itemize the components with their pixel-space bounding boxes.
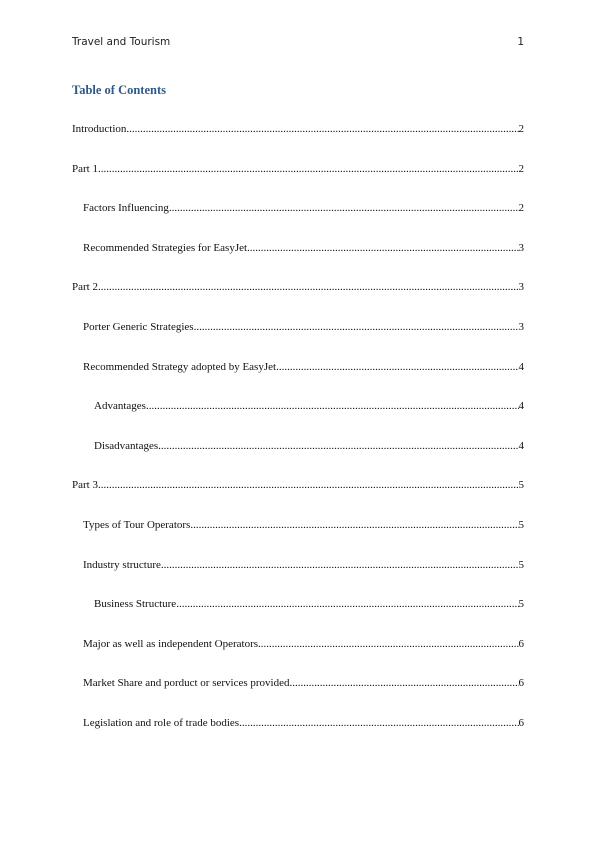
toc-entry-page-number: 5 <box>518 518 524 531</box>
toc-entry-label: Recommended Strategies for EasyJet <box>83 241 248 254</box>
toc-entry-label: Market Share and porduct or services provided <box>83 677 290 690</box>
header-page-number: 1 <box>517 36 524 48</box>
toc-entry[interactable] <box>72 398 524 438</box>
toc-entry-label: Part 3 <box>72 479 98 492</box>
toc-entry[interactable] <box>72 121 524 161</box>
toc-entry-label: Recommended Strategy adopted by EasyJet <box>83 360 277 373</box>
toc-dot-leader <box>161 557 519 573</box>
toc-dot-leader <box>239 715 518 731</box>
toc-entry-page-number: 4 <box>518 439 524 452</box>
toc-entry-label: Introduction <box>72 123 127 135</box>
toc-dot-leader <box>258 636 518 652</box>
toc-dot-leader <box>290 675 519 691</box>
toc-entry[interactable] <box>72 675 524 715</box>
toc-entry-page-number: 5 <box>518 479 524 492</box>
toc-entry-label: Part 2 <box>72 281 98 294</box>
table-of-contents <box>72 121 524 755</box>
toc-dot-leader <box>126 121 518 137</box>
page-header <box>72 36 524 50</box>
toc-entry-page-number: 3 <box>518 320 524 333</box>
toc-entry-page-number: 3 <box>518 241 524 254</box>
toc-entry[interactable] <box>72 636 524 676</box>
toc-entry[interactable] <box>72 438 524 478</box>
toc-entry-page-number: 6 <box>518 716 524 729</box>
toc-entry-label: Part 1 <box>72 162 98 175</box>
toc-dot-leader <box>276 359 518 375</box>
toc-entry-page-number: 5 <box>518 558 524 571</box>
toc-dot-leader <box>98 161 519 177</box>
toc-dot-leader <box>98 279 519 295</box>
toc-entry-label: Factors Influencing <box>83 202 169 215</box>
toc-entry[interactable] <box>72 319 524 359</box>
header-title: Travel and Tourism <box>72 36 171 48</box>
toc-dot-leader <box>176 596 518 612</box>
toc-entry[interactable] <box>72 240 524 280</box>
toc-entry-label: Industry structure <box>83 558 161 571</box>
toc-entry-page-number: 2 <box>518 202 524 215</box>
toc-entry-page-number: 4 <box>518 400 524 413</box>
toc-entry[interactable] <box>72 517 524 557</box>
toc-entry-page-number: 6 <box>518 637 524 650</box>
toc-entry-page-number: 4 <box>518 360 524 373</box>
toc-entry-label: Types of Tour Operators <box>83 518 191 531</box>
toc-entry-label: Legislation and role of trade bodies <box>83 716 240 729</box>
toc-entry-page-number: 2 <box>518 162 524 175</box>
toc-entry-label: Porter Generic Strategies <box>83 320 194 333</box>
toc-entry[interactable] <box>72 200 524 240</box>
toc-dot-leader <box>169 200 519 216</box>
toc-entry[interactable] <box>72 557 524 597</box>
toc-entry-page-number: 5 <box>518 598 524 611</box>
toc-entry-page-number: 6 <box>518 677 524 690</box>
toc-dot-leader <box>194 319 519 335</box>
toc-entry[interactable] <box>72 161 524 201</box>
toc-heading: Table of Contents <box>72 83 166 97</box>
toc-entry[interactable] <box>72 715 524 755</box>
toc-dot-leader <box>190 517 518 533</box>
toc-entry-page-number: 3 <box>518 281 524 294</box>
toc-entry[interactable] <box>72 596 524 636</box>
toc-dot-leader <box>247 240 518 256</box>
toc-dot-leader <box>146 398 519 414</box>
toc-entry-label: Major as well as independent Operators <box>83 637 259 650</box>
toc-entry[interactable] <box>72 359 524 399</box>
toc-dot-leader <box>158 438 518 454</box>
toc-entry-label: Disadvantages <box>94 439 159 452</box>
toc-entry-label: Business Structure <box>94 598 177 611</box>
toc-entry-page-number: 2 <box>518 123 524 135</box>
toc-entry[interactable] <box>72 279 524 319</box>
toc-dot-leader <box>98 477 519 493</box>
toc-entry[interactable] <box>72 477 524 517</box>
toc-entry-label: Advantages <box>94 400 146 413</box>
